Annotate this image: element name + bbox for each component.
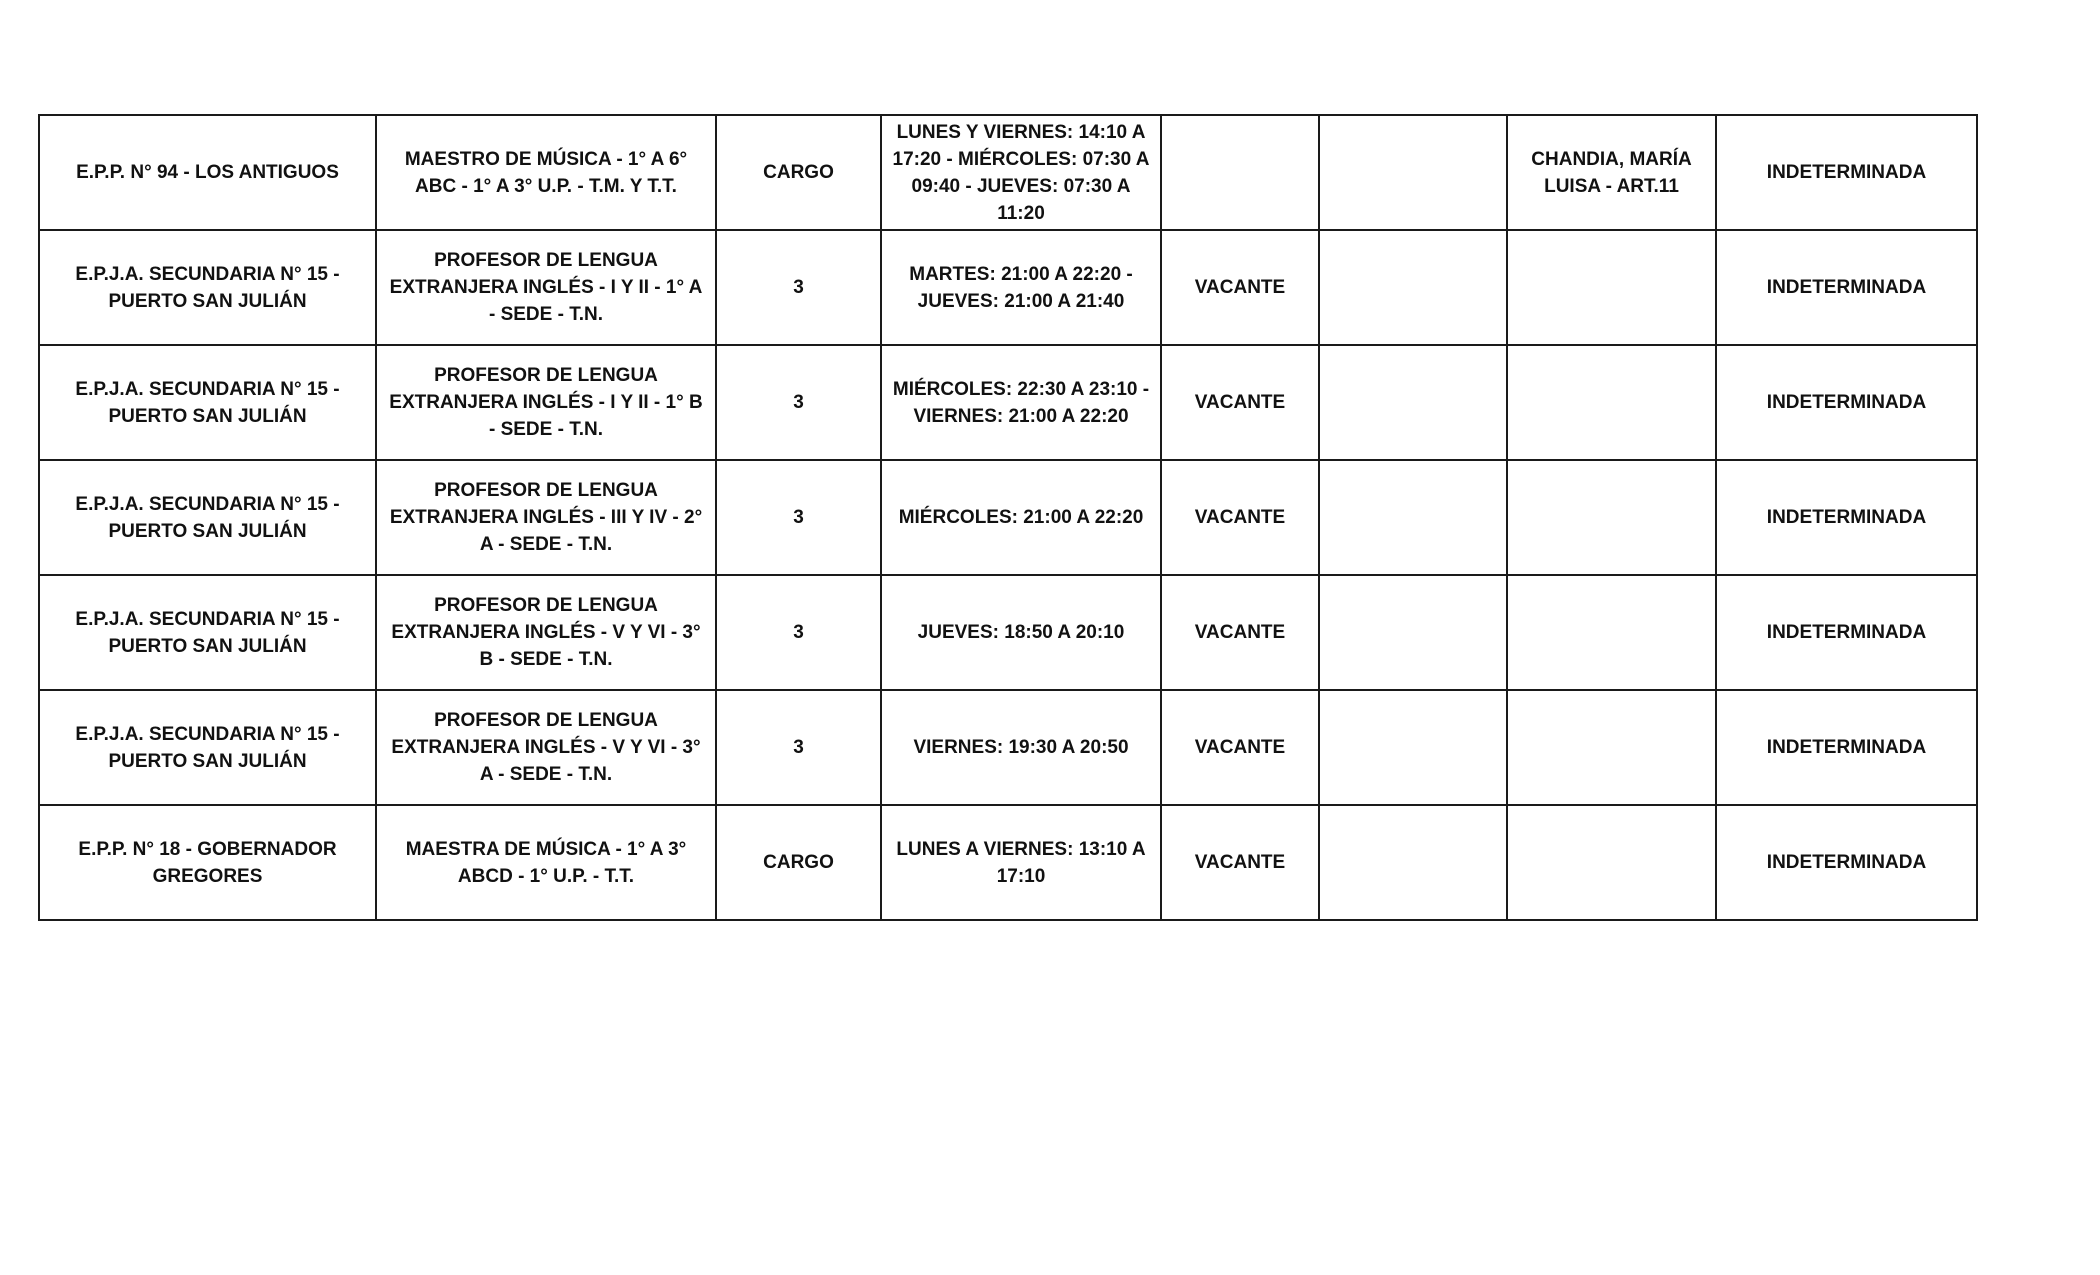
table-row — [39, 805, 1977, 920]
cell-empty — [1319, 115, 1507, 230]
cell-establecimiento: E.P.P. N° 94 - LOS ANTIGUOS — [39, 115, 376, 230]
cell-cargo-asignatura: MAESTRO DE MÚSICA - 1° A 6° ABC - 1° A 3° U.P. - T.M. Y T.T. — [376, 115, 716, 230]
cell-horas: 3 — [716, 575, 881, 690]
cell-horas: 3 — [716, 460, 881, 575]
cell-horas: 3 — [716, 345, 881, 460]
cell-situacion: VACANTE — [1161, 460, 1319, 575]
cell-docente — [1507, 345, 1716, 460]
cell-empty — [1319, 805, 1507, 920]
cell-horas: 3 — [716, 690, 881, 805]
cell-empty — [1319, 460, 1507, 575]
cell-horario: MIÉRCOLES: 22:30 A 23:10 - VIERNES: 21:00 A 22:20 — [881, 345, 1161, 460]
cell-horario: LUNES A VIERNES: 13:10 A 17:10 — [881, 805, 1161, 920]
table-row — [39, 575, 1977, 690]
cell-establecimiento: E.P.J.A. SECUNDARIA N° 15 - PUERTO SAN JULIÁN — [39, 345, 376, 460]
cell-duracion: INDETERMINADA — [1716, 230, 1977, 345]
cell-empty — [1319, 575, 1507, 690]
cell-duracion: INDETERMINADA — [1716, 690, 1977, 805]
cell-horario: MIÉRCOLES: 21:00 A 22:20 — [881, 460, 1161, 575]
cell-horario: LUNES Y VIERNES: 14:10 A 17:20 - MIÉRCOLES: 07:30 A 09:40 - JUEVES: 07:30 A 11:20 — [881, 115, 1161, 230]
cell-horario: JUEVES: 18:50 A 20:10 — [881, 575, 1161, 690]
table-row — [39, 115, 1977, 230]
cell-cargo-asignatura: MAESTRA DE MÚSICA - 1° A 3° ABCD - 1° U.P. - T.T. — [376, 805, 716, 920]
cell-duracion: INDETERMINADA — [1716, 345, 1977, 460]
cell-cargo-asignatura: PROFESOR DE LENGUA EXTRANJERA INGLÉS - I Y II - 1° B - SEDE - T.N. — [376, 345, 716, 460]
cell-cargo-asignatura: PROFESOR DE LENGUA EXTRANJERA INGLÉS - V Y VI - 3° A - SEDE - T.N. — [376, 690, 716, 805]
cell-docente — [1507, 575, 1716, 690]
cell-situacion: VACANTE — [1161, 690, 1319, 805]
cell-establecimiento: E.P.J.A. SECUNDARIA N° 15 - PUERTO SAN JULIÁN — [39, 230, 376, 345]
cell-empty — [1319, 690, 1507, 805]
cell-docente — [1507, 230, 1716, 345]
cell-establecimiento: E.P.J.A. SECUNDARIA N° 15 - PUERTO SAN JULIÁN — [39, 460, 376, 575]
cell-horas: CARGO — [716, 115, 881, 230]
cell-horas: 3 — [716, 230, 881, 345]
table-row — [39, 460, 1977, 575]
cell-situacion: VACANTE — [1161, 805, 1319, 920]
cell-docente — [1507, 690, 1716, 805]
cell-duracion: INDETERMINADA — [1716, 115, 1977, 230]
cell-cargo-asignatura: PROFESOR DE LENGUA EXTRANJERA INGLÉS - I Y II - 1° A - SEDE - T.N. — [376, 230, 716, 345]
cell-establecimiento: E.P.J.A. SECUNDARIA N° 15 - PUERTO SAN JULIÁN — [39, 690, 376, 805]
cell-cargo-asignatura: PROFESOR DE LENGUA EXTRANJERA INGLÉS - III Y IV - 2° A - SEDE - T.N. — [376, 460, 716, 575]
cell-establecimiento: E.P.P. N° 18 - GOBERNADOR GREGORES — [39, 805, 376, 920]
cell-establecimiento: E.P.J.A. SECUNDARIA N° 15 - PUERTO SAN JULIÁN — [39, 575, 376, 690]
cell-horario: MARTES: 21:00 A 22:20 - JUEVES: 21:00 A 21:40 — [881, 230, 1161, 345]
cell-situacion: VACANTE — [1161, 575, 1319, 690]
cell-empty — [1319, 345, 1507, 460]
vacancies-table — [38, 114, 1978, 921]
table-row — [39, 230, 1977, 345]
cell-empty — [1319, 230, 1507, 345]
table-row — [39, 690, 1977, 805]
cell-duracion: INDETERMINADA — [1716, 460, 1977, 575]
cell-cargo-asignatura: PROFESOR DE LENGUA EXTRANJERA INGLÉS - V Y VI - 3° B - SEDE - T.N. — [376, 575, 716, 690]
cell-duracion: INDETERMINADA — [1716, 805, 1977, 920]
cell-horario: VIERNES: 19:30 A 20:50 — [881, 690, 1161, 805]
cell-docente — [1507, 460, 1716, 575]
table-row — [39, 345, 1977, 460]
cell-situacion: VACANTE — [1161, 345, 1319, 460]
cell-docente: CHANDIA, MARÍA LUISA - ART.11 — [1507, 115, 1716, 230]
cell-situacion: VACANTE — [1161, 230, 1319, 345]
cell-situacion — [1161, 115, 1319, 230]
cell-duracion: INDETERMINADA — [1716, 575, 1977, 690]
cell-docente — [1507, 805, 1716, 920]
cell-horas: CARGO — [716, 805, 881, 920]
